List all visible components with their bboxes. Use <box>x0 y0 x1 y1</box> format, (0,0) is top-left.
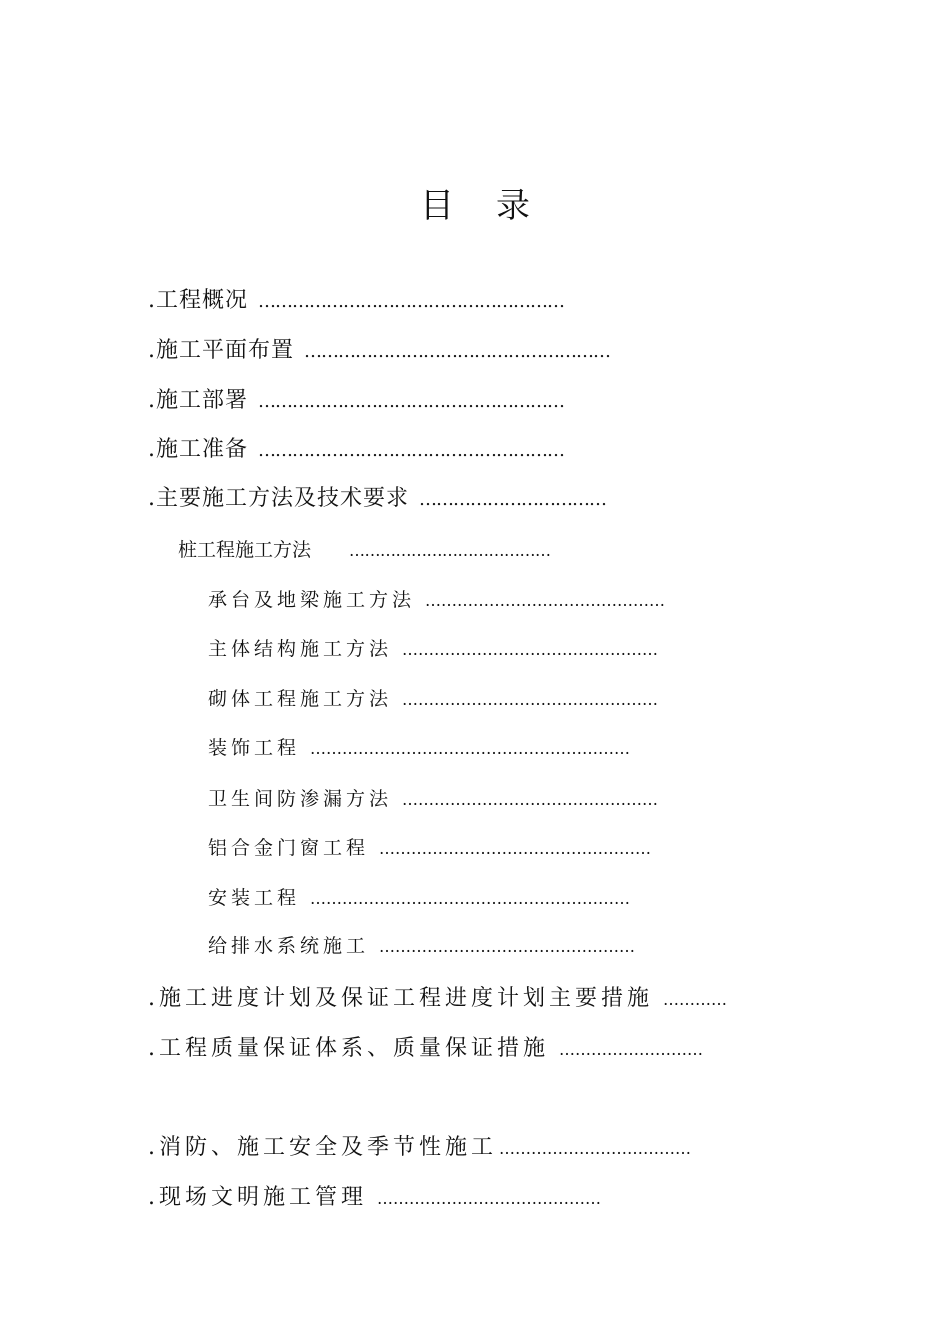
toc-entry-label: 给排水系统施工 <box>208 935 370 957</box>
toc-entry-label: 承台及地梁施工方法 <box>208 589 416 611</box>
toc-dot-leader: …………………………………… <box>377 1189 601 1208</box>
toc-entry-label: 铝合金门窗工程 <box>208 837 370 859</box>
toc-dot-leader: ……………………………………… <box>425 591 666 610</box>
toc-entry-label: .施工部署 <box>148 388 248 413</box>
title-char-2: 录 <box>496 186 530 226</box>
toc-dot-leader: …………………………………………………… <box>310 889 631 908</box>
toc-entry-label: .施工进度计划及保证工程进度计划主要措施 <box>148 986 653 1011</box>
toc-entry[interactable] <box>208 684 658 711</box>
page-title <box>0 178 950 227</box>
toc-entry-label: 砌体工程施工方法 <box>208 688 393 710</box>
toc-entry-label: 卫生间防渗漏方法 <box>208 788 393 810</box>
toc-entry[interactable] <box>148 283 564 314</box>
toc-entry[interactable] <box>208 833 651 860</box>
toc-dot-leader: ……………………… <box>559 1040 703 1059</box>
toc-dot-leader: ………………………………… <box>349 541 551 560</box>
toc-entry-label: .消防、施工安全及季节性施工 <box>148 1135 497 1160</box>
toc-entry[interactable] <box>208 931 635 958</box>
title-char-1: 目 <box>420 186 454 226</box>
toc-dot-leader: …………………………………………………… <box>310 739 631 758</box>
toc-dot-leader: ……………………………………………… <box>258 291 564 312</box>
toc-entry[interactable] <box>148 981 727 1012</box>
toc-entry[interactable] <box>148 432 564 463</box>
toc-dot-leader: ……………………………… <box>499 1139 691 1158</box>
toc-entry[interactable] <box>178 535 551 562</box>
toc-entry-label: .主要施工方法及技术要求 <box>148 486 409 511</box>
toc-dot-leader: ………………………………………… <box>402 640 659 659</box>
toc-entry[interactable] <box>148 481 606 512</box>
toc-entry-label: .工程概况 <box>148 288 248 313</box>
toc-dot-leader: ………… <box>663 990 727 1009</box>
toc-dot-leader: ………………………………………… <box>379 937 636 956</box>
toc-entry[interactable] <box>208 585 665 612</box>
toc-entry-label: .现场文明施工管理 <box>148 1185 367 1210</box>
toc-entry-label: .工程质量保证体系、质量保证措施 <box>148 1036 549 1061</box>
toc-entry-label: .施工平面布置 <box>148 338 294 363</box>
toc-dot-leader: …………………………………………… <box>379 839 652 858</box>
toc-entry[interactable] <box>208 784 658 811</box>
toc-entry[interactable] <box>208 733 630 760</box>
toc-entry-label: 装饰工程 <box>208 737 301 759</box>
toc-entry[interactable] <box>148 1180 601 1211</box>
toc-entry[interactable] <box>148 333 610 364</box>
toc-entry[interactable] <box>148 1130 691 1161</box>
toc-entry[interactable] <box>208 634 658 661</box>
toc-dot-leader: ……………………………………………… <box>258 391 564 412</box>
toc-dot-leader: ……………………………………………… <box>304 341 610 362</box>
toc-entry-label: 安装工程 <box>208 887 301 909</box>
toc-dot-leader: …………………………… <box>419 489 606 510</box>
toc-entry-label: .施工准备 <box>148 437 248 462</box>
toc-entry[interactable] <box>208 883 630 910</box>
toc-entry[interactable] <box>148 1031 703 1062</box>
toc-entry-label: 主体结构施工方法 <box>208 638 393 660</box>
toc-entry[interactable] <box>148 383 564 414</box>
toc-dot-leader: ……………………………………………… <box>258 440 564 461</box>
toc-dot-leader: ………………………………………… <box>402 690 659 709</box>
toc-entry-label: 桩工程施工方法 <box>178 539 312 561</box>
toc-dot-leader: ………………………………………… <box>402 790 659 809</box>
